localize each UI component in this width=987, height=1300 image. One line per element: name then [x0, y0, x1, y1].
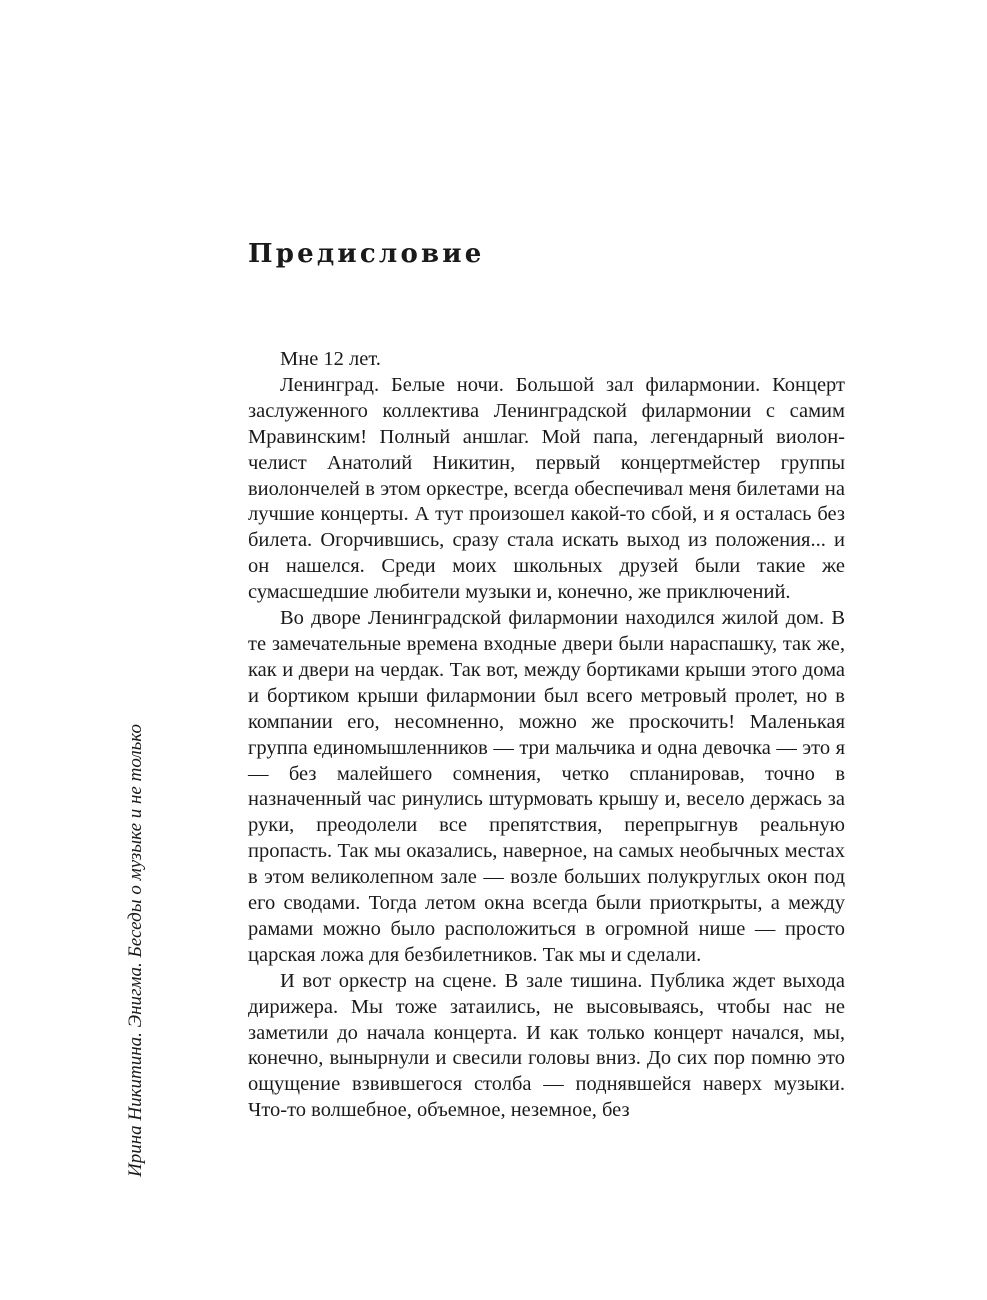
chapter-title: Предисловие — [248, 239, 485, 269]
paragraph: Мне 12 лет. — [280, 348, 381, 370]
paragraph: И вот оркестр на сцене. В зале тишина. Публика ждет выхода дирижера. Мы тоже затаились, не высовываясь, чтобы нас не заметили до начала концерта. И как только концерт начался, мы, конечно, вынырнули и свесили головы вниз. До сих пор помню это ощущение взвившегося столба — поднявшейся наверх музыки. Что-то волшебное, объемное, неземное, без — [248, 969, 845, 1122]
paragraph: Ленинград. Белые ночи. Большой зал филармонии. Концерт заслуженного коллектива Ленинградской филармонии с самим Мравинским! Полный аншлаг. Мой папа, легендарный виолончелист Анатолий Никитин, первый концертмейстер группы виолончелей в этом оркестре, всегда обеспечивал меня билетами на лучшие концерты. А тут произошел какой-то сбой, и я осталась без билета. Огорчившись, сразу стала искать выход из положения... и он нашелся. Среди моих школьных друзей были такие же сумасшедшие любители музыки и, конечно, же приключений. — [248, 373, 845, 604]
body-text — [248, 347, 845, 1124]
running-head: Ирина Никитина. Энигма. Беседы о музыке и не только — [125, 724, 146, 1177]
paragraph: Во дворе Ленинградской филармонии находился жилой дом. В те замечательные времена входные двери были нараспашку, так же, как и двери на чердак. Так вот, между бортиками крыши этого дома и бортиком крыши филармонии был всего метровый пролет, но в компании его, несомненно, можно же проскочить! Маленькая группа единомышленников — три мальчика и одна девочка — это я — без малейшего сомнения, четко спланировав, точно в назначенный час ринулись штурмовать крышу и, весело держась за руки, преодолели все препятствия, перепрыгнув реальную пропасть. Так мы оказались, наверное, на самых необычных местах в этом великолепном зале — возле больших полукруглых окон под его сводами. Тогда летом окна всегда были приоткрыты, а между рамами можно было расположиться в огромной нише — просто царская ложа для безбилетников. Так мы и сделали. — [248, 607, 845, 966]
